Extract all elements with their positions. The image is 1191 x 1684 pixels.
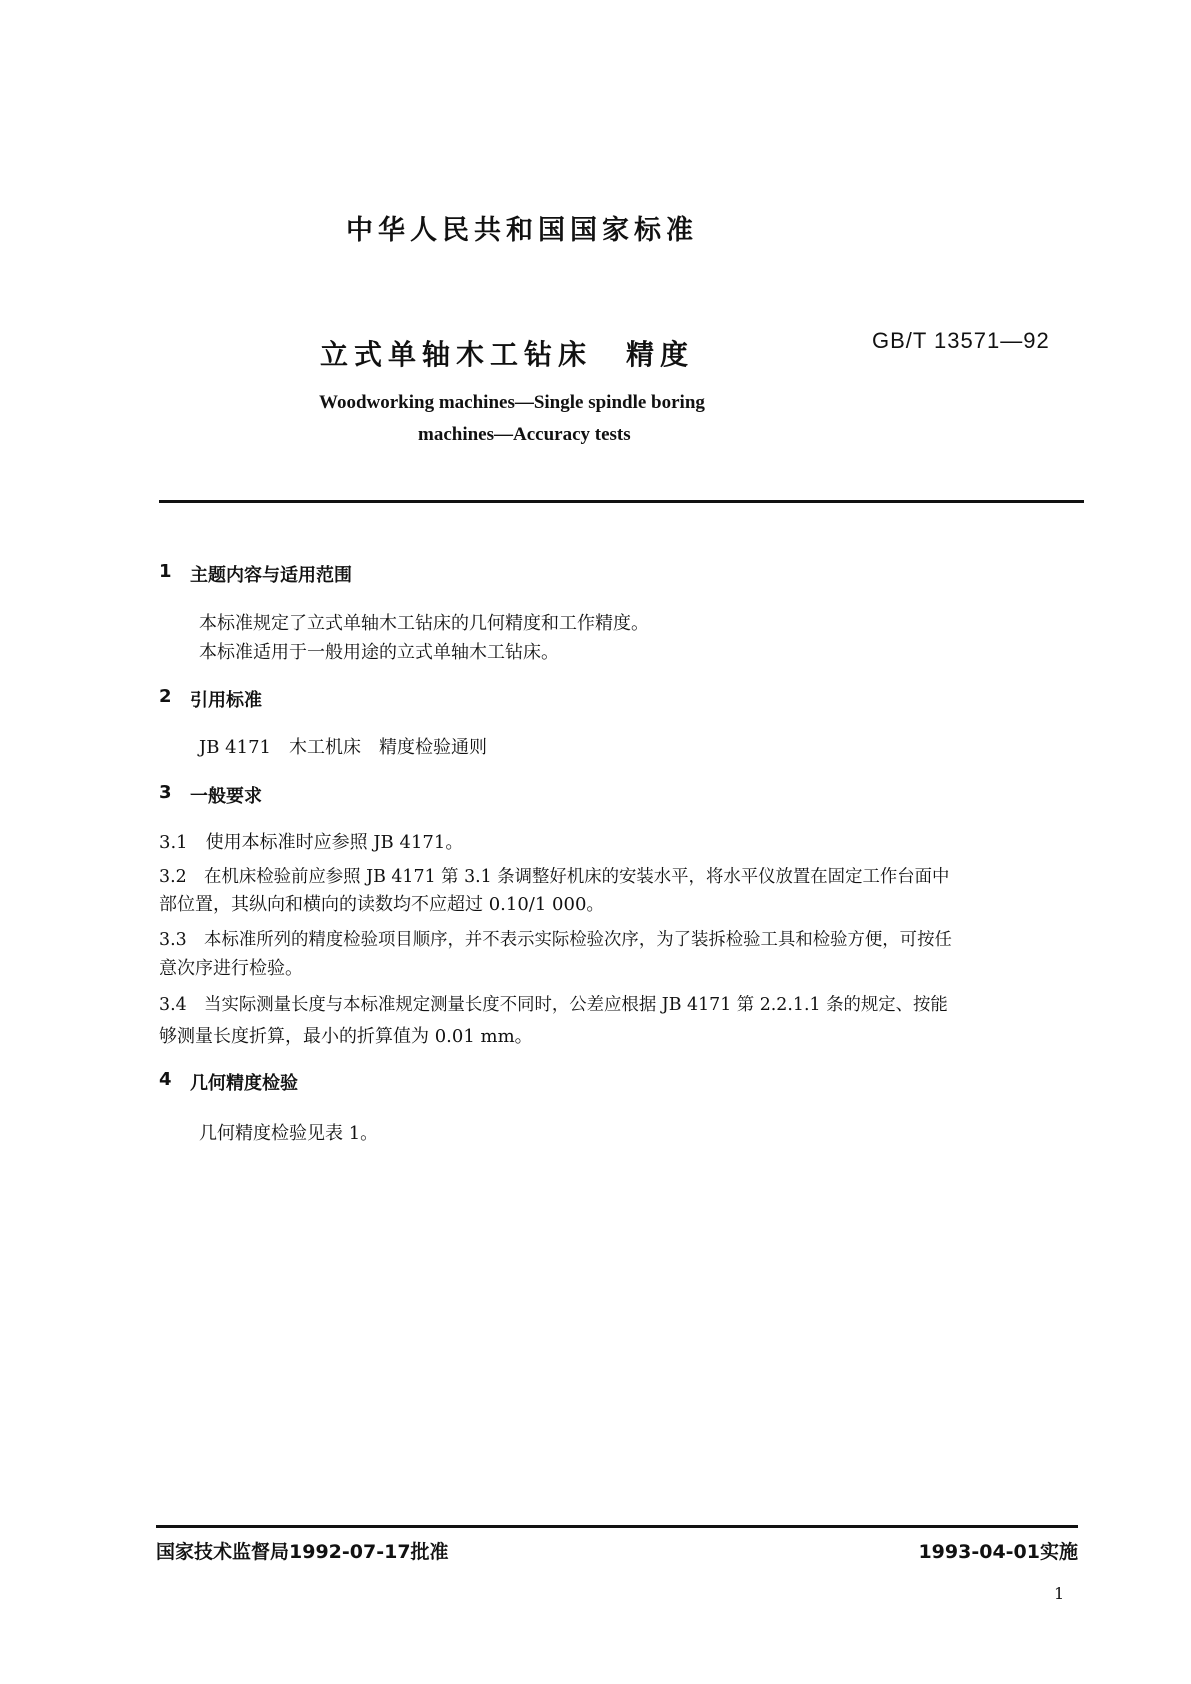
standard-code: GB/T 13571—92 xyxy=(872,328,1050,353)
clause-3-2-line2: 部位置，其纵向和横向的读数均不应超过 0.10/1 000。 xyxy=(159,894,605,915)
section-2-number: 2 xyxy=(159,686,172,707)
section-2-heading: 引用标准 xyxy=(190,690,262,711)
standard-header: 中华人民共和国国家标准 xyxy=(346,215,698,246)
document-title: 立式单轴木工钻床 精度 xyxy=(320,338,695,371)
clause-3-3-line2: 意次序进行检验。 xyxy=(159,958,303,979)
section-4-heading: 几何精度检验 xyxy=(190,1073,298,1094)
clause-3-1: 3.1 使用本标准时应参照 JB 4171。 xyxy=(159,832,464,853)
english-title-line1: Woodworking machines—Single spindle boring xyxy=(319,392,705,413)
section-1-para-2: 本标准适用于一般用途的立式单轴木工钻床。 xyxy=(199,642,559,663)
section-1-heading: 主题内容与适用范围 xyxy=(190,565,352,586)
header-divider xyxy=(159,500,1084,503)
section-4-number: 4 xyxy=(159,1069,172,1090)
effective-date: 1993-04-01实施 xyxy=(918,1541,1078,1563)
section-2-reference: JB 4171 木工机床 精度检验通则 xyxy=(199,737,487,758)
clause-3-4-line2: 够测量长度折算，最小的折算值为 0.01 mm。 xyxy=(159,1026,533,1047)
approval-date: 国家技术监督局1992-07-17批准 xyxy=(156,1541,449,1563)
page-number: 1 xyxy=(1054,1584,1065,1603)
clause-3-4-line1: 3.4 当实际测量长度与本标准规定测量长度不同时，公差应根据 JB 4171 第 2.2.1.1 条的规定、按能 xyxy=(159,995,948,1015)
section-3-number: 3 xyxy=(159,782,172,803)
section-4-para: 几何精度检验见表 1。 xyxy=(199,1123,379,1144)
section-1-para-1: 本标准规定了立式单轴木工钻床的几何精度和工作精度。 xyxy=(199,613,649,634)
english-title-line2: machines—Accuracy tests xyxy=(418,424,631,445)
section-3-heading: 一般要求 xyxy=(190,786,262,807)
section-1-number: 1 xyxy=(159,561,172,582)
clause-3-3-line1: 3.3 本标准所列的精度检验项目顺序，并不表示实际检验次序，为了装拆检验工具和检验方便，可按任 xyxy=(159,930,952,950)
clause-3-2-line1: 3.2 在机床检验前应参照 JB 4171 第 3.1 条调整好机床的安装水平，将水平仪放置在固定工作台面中 xyxy=(159,867,950,887)
footer-divider xyxy=(156,1525,1078,1528)
